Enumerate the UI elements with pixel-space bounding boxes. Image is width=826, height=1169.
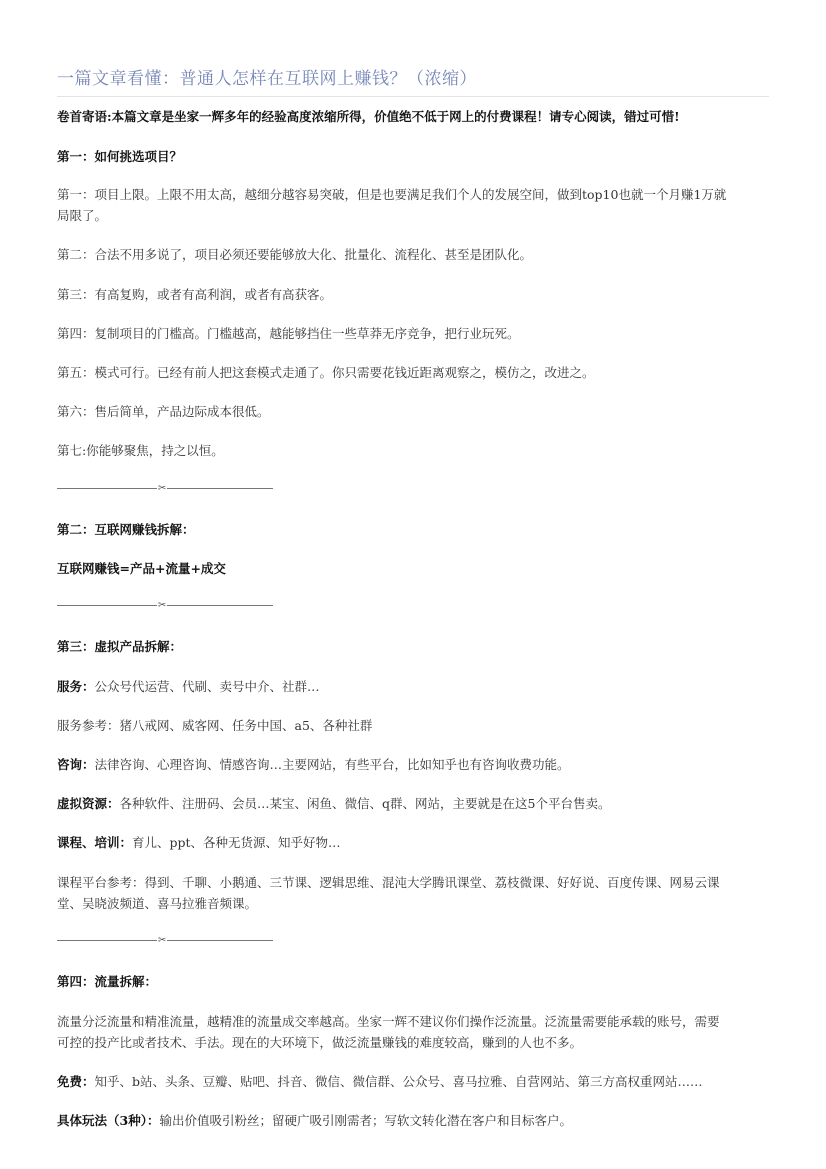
consult-text: 法律咨询、心理咨询、情感咨询…主要网站，有些平台，比如知乎也有咨询收费功能。 bbox=[94, 757, 570, 772]
section4-heading: 第四：流量拆解： bbox=[57, 974, 158, 989]
section4-para-2: 可控的投产比或者技术、手法。现在的大环境下，做泛流量赚钱的难度较高，赚到的人也不多。 bbox=[57, 1035, 583, 1050]
service-line bbox=[57, 676, 769, 697]
section2-formula: 互联网赚钱=产品+流量+成交 bbox=[57, 561, 226, 576]
section2-heading: 第二：互联网赚钱拆解： bbox=[57, 522, 195, 537]
scissors-icon: ✂ bbox=[158, 482, 166, 494]
section1-item-4: 第四：复制项目的门槛高。门槛越高，越能够挡住一些草莽无序竞争，把行业玩死。 bbox=[57, 326, 520, 341]
separator-1 bbox=[57, 481, 273, 494]
section1-item-1a: 第一：项目上限。上限不用太高，越细分越容易突破，但是也要满足我们个人的发展空间，做到top10也就一个月赚1万就 bbox=[57, 187, 727, 202]
service-text: 公众号代运营、代刷、卖号中介、社群… bbox=[94, 679, 320, 694]
service-ref: 服务参考：猪八戒网、威客网、任务中国、a5、各种社群 bbox=[57, 718, 373, 733]
consult-label: 咨询： bbox=[57, 757, 95, 772]
section1-item-5: 第五：模式可行。已经有前人把这套模式走通了。你只需要花钱近距离观察之，模仿之，改进之。 bbox=[57, 365, 595, 380]
scissors-icon: ✂ bbox=[158, 599, 166, 611]
course-ref-1: 课程平台参考：得到、千聊、小鹅通、三节课、逻辑思维、混沌大学腾讯课堂、荔枝微课、好好说、百度传课、网易云课 bbox=[57, 875, 720, 890]
course-line bbox=[57, 832, 769, 853]
virtual-line bbox=[57, 793, 769, 814]
section1-item-2: 第二：合法不用多说了，项目必须还要能够放大化、批量化、流程化、甚至是团队化。 bbox=[57, 247, 533, 262]
section4-para-1: 流量分泛流量和精准流量，越精准的流量成交率越高。坐家一辉不建议你们操作泛流量。泛流量需要能承载的账号，需要 bbox=[57, 1014, 720, 1029]
article-title: 一篇文章看懂：普通人怎样在互联网上赚钱？（浓缩） bbox=[57, 69, 477, 89]
preface: 卷首寄语:本篇文章是坐家一辉多年的经验高度浓缩所得，价值绝不低于网上的付费课程！请专心阅读，错过可惜! bbox=[57, 109, 680, 124]
virtual-label: 虚拟资源： bbox=[57, 796, 120, 811]
separator-2 bbox=[57, 598, 273, 611]
section1-item-1b: 局限了。 bbox=[57, 208, 108, 223]
course-ref-2: 堂、吴晓波频道、喜马拉雅音频课。 bbox=[57, 896, 258, 911]
course-text: 育儿、ppt、各种无货源、知乎好物… bbox=[132, 835, 341, 850]
section1-item-6: 第六：售后简单，产品边际成本很低。 bbox=[57, 404, 270, 419]
free-line bbox=[57, 1071, 769, 1092]
method-line bbox=[57, 1110, 769, 1131]
section1-heading: 第一：如何挑选项目？ bbox=[57, 149, 183, 164]
section1-item-3: 第三：有高复购，或者有高利润，或者有高获客。 bbox=[57, 287, 333, 302]
separator-3 bbox=[57, 933, 273, 946]
method-text: 输出价值吸引粉丝；留硬广吸引刚需者；写软文转化潜在客户和目标客户。 bbox=[159, 1113, 572, 1128]
section3-heading: 第三：虚拟产品拆解： bbox=[57, 639, 183, 654]
free-text: 知乎、b站、头条、豆瓣、贴吧、抖音、微信、微信群、公众号、喜马拉雅、自营网站、第三方高权重网站…… bbox=[94, 1074, 703, 1089]
title-divider bbox=[57, 96, 769, 97]
virtual-text: 各种软件、注册码、会员…某宝、闲鱼、微信、q群、网站，主要就是在这5个平台售卖。 bbox=[119, 796, 611, 811]
course-label: 课程、培训： bbox=[57, 835, 133, 850]
consult-line bbox=[57, 754, 769, 775]
section1-item-7: 第七:你能够聚焦，持之以恒。 bbox=[57, 443, 224, 458]
service-label: 服务： bbox=[57, 679, 95, 694]
method-label: 具体玩法（3种）： bbox=[57, 1113, 160, 1128]
free-label: 免费： bbox=[57, 1074, 95, 1089]
scissors-icon: ✂ bbox=[158, 934, 166, 946]
